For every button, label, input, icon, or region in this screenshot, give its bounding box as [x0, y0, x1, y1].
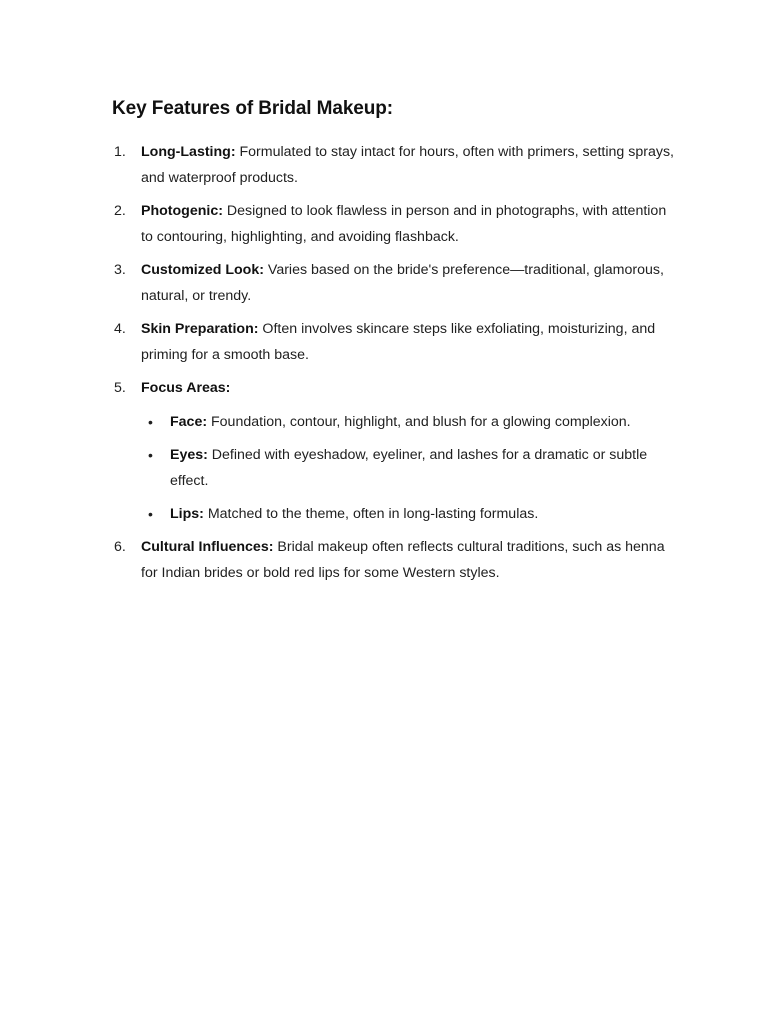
list-item-focus-areas [112, 375, 680, 527]
sublist-item-eyes [141, 442, 680, 494]
item-text: Varies based on the bride's preference—traditional, glamorous, natural, or trendy. [141, 262, 664, 304]
list-item-long-lasting [112, 139, 680, 191]
item-term: Cultural Influences: [141, 539, 274, 555]
subitem-text: Matched to the theme, often in long-lasting formulas. [203, 506, 539, 522]
bullet-icon: • [148, 506, 153, 522]
subitem-text: Foundation, contour, highlight, and blush for a glowing complexion. [207, 414, 631, 430]
item-term: Skin Preparation: [141, 321, 259, 337]
list-number: 5. [114, 380, 126, 396]
list-number: 3. [114, 262, 126, 278]
list-item-customized-look [112, 257, 680, 309]
bullet-icon: • [148, 447, 153, 463]
list-number: 6. [114, 539, 126, 555]
item-term: Customized Look: [141, 262, 264, 278]
item-term: Photogenic: [141, 203, 223, 219]
item-term: Long-Lasting: [141, 144, 236, 160]
item-text: Formulated to stay intact for hours, often with primers, setting sprays, and waterproof products. [141, 144, 674, 186]
list-number: 1. [114, 144, 126, 160]
list-item-skin-preparation [112, 316, 680, 368]
page-title: Key Features of Bridal Makeup: [112, 98, 394, 119]
sublist-item-lips [141, 501, 680, 527]
item-text: Designed to look flawless in person and in photographs, with attention to contouring, highlighting, and avoiding flashback. [141, 203, 667, 245]
subitem-term: Face: [170, 414, 208, 430]
sublist-item-face [141, 409, 680, 435]
list-number: 2. [114, 203, 126, 219]
list-item-photogenic [112, 198, 680, 250]
item-text: Often involves skincare steps like exfoliating, moisturizing, and priming for a smooth base. [141, 321, 656, 363]
bullet-icon: • [148, 414, 153, 430]
subitem-term: Lips: [170, 506, 204, 522]
list-number: 4. [114, 321, 126, 337]
focus-areas-sublist [141, 409, 680, 527]
item-text: Bridal makeup often reflects cultural traditions, such as henna for Indian brides or bold red lips for some Western styles. [141, 539, 665, 581]
document-body [112, 98, 680, 593]
subitem-text: Defined with eyeshadow, eyeliner, and lashes for a dramatic or subtle effect. [170, 447, 648, 489]
subitem-term: Eyes: [170, 447, 208, 463]
item-term: Focus Areas: [141, 380, 231, 396]
list-item-cultural-influences [112, 534, 680, 586]
features-list [112, 139, 680, 586]
